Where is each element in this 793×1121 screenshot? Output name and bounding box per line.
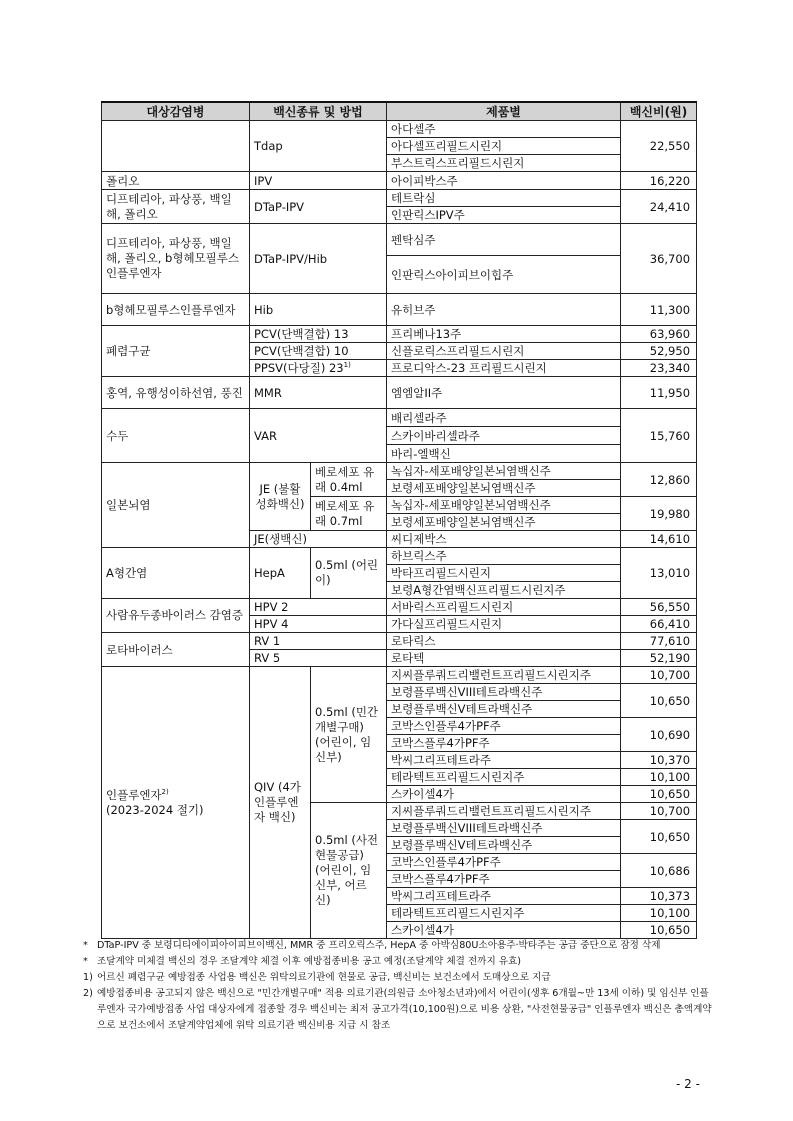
vaccine-type-text: PPSV(다당질) 23 (254, 361, 344, 375)
product-cell: 보령플루백신VIII테트라백신주 (387, 684, 621, 701)
product-cell: 테라텍트프리필드시린지주 (387, 769, 621, 786)
product-cell: 로타텍 (387, 650, 621, 667)
table-row (102, 667, 697, 684)
product-cell: 박씨그리프테트라주 (387, 752, 621, 769)
vaccine-type-cell: IPV (250, 172, 387, 190)
disease-cell (102, 121, 250, 172)
vaccine-type-cell: Hib (250, 294, 387, 326)
table-row (102, 548, 697, 565)
product-cell: 배리셀라주 (387, 409, 621, 427)
table-row (102, 172, 697, 190)
disease-cell: 사람유두종바이러스 감염증 (102, 599, 250, 633)
product-cell: 펜탁심주 (387, 224, 621, 256)
vaccine-type-cell: RV 1 (250, 633, 387, 650)
product-cell: 엠엠알II주 (387, 377, 621, 409)
product-cell: 보령세포배양일본뇌염백신주 (387, 480, 621, 497)
table-row (102, 224, 697, 256)
product-cell: 서바릭스프리필드시린지 (387, 599, 621, 616)
price-cell: 10,686 (621, 854, 697, 888)
vaccine-type-cell: DTaP-IPV (250, 190, 387, 224)
product-cell: 프리베나13주 (387, 326, 621, 343)
vaccine-type-cell: JE(생백신) (250, 531, 387, 548)
price-cell: 10,373 (621, 888, 697, 905)
product-cell: 하브릭스주 (387, 548, 621, 565)
price-cell: 10,650 (621, 820, 697, 854)
vaccine-type-cell: HepA (250, 548, 311, 599)
price-cell: 10,650 (621, 684, 697, 718)
table-row (102, 190, 697, 207)
vaccine-subtype-cell: 0.5ml (어린이) (311, 548, 387, 599)
table-row (102, 121, 697, 138)
price-cell: 63,960 (621, 326, 697, 343)
product-cell: 바리-엘백신 (387, 445, 621, 463)
product-cell: 박타프리필드시린지 (387, 565, 621, 582)
table-header-row (102, 102, 697, 121)
price-cell: 36,700 (621, 224, 697, 294)
disease-cell: 수두 (102, 409, 250, 463)
product-cell: 코박스플루4가PF주 (387, 871, 621, 888)
footnote (83, 938, 713, 954)
vaccine-type-cell (250, 360, 387, 377)
price-cell: 10,700 (621, 667, 697, 684)
price-cell: 10,690 (621, 718, 697, 752)
product-cell: 박씨그리프테트라주 (387, 888, 621, 905)
price-cell: 16,220 (621, 172, 697, 190)
price-cell: 11,950 (621, 377, 697, 409)
footnote-text: 조달계약 미체결 백신의 경우 조달계약 체결 이후 예방접종비용 공고 예정(조달계약 체결 전까지 유효) (97, 956, 522, 967)
product-cell: 부스트릭스프리필드시린지 (387, 155, 621, 172)
price-cell: 11,300 (621, 294, 697, 326)
product-cell: 가다실프리필드시린지 (387, 616, 621, 633)
price-cell: 77,610 (621, 633, 697, 650)
footnote (83, 986, 713, 1034)
product-cell: 테라텍트프리필드시린지주 (387, 905, 621, 922)
disease-text: 인플루엔자 (106, 787, 162, 802)
footnote-mark: 1) (343, 361, 351, 370)
table-row (102, 326, 697, 343)
season-text: (2023-2024 절기) (106, 802, 204, 817)
price-cell: 66,410 (621, 616, 697, 633)
table-row (102, 633, 697, 650)
header-product: 제품별 (387, 102, 621, 121)
product-cell: 로타릭스 (387, 633, 621, 650)
price-cell: 13,010 (621, 548, 697, 599)
vaccine-type-cell: PCV(단백결합) 13 (250, 326, 387, 343)
footnote-marker: 1) (83, 972, 93, 983)
disease-cell: 홍역, 유행성이하선염, 풍진 (102, 377, 250, 409)
product-cell: 녹십자-세포배양일본뇌염백신주 (387, 463, 621, 480)
price-cell: 15,760 (621, 409, 697, 463)
price-cell: 12,860 (621, 463, 697, 497)
product-cell: 보령플루백신VIII테트라백신주 (387, 820, 621, 837)
price-cell: 10,100 (621, 905, 697, 922)
vaccine-type-cell (250, 343, 387, 360)
price-cell: 56,550 (621, 599, 697, 616)
vaccine-type-text: PCV(단백결합) 10 (254, 344, 349, 358)
vaccine-type-cell: Tdap (250, 121, 387, 172)
vaccine-subtype-cell: 0.5ml (민간개별구매) (어린이, 임신부) (311, 667, 387, 803)
table-row (102, 463, 697, 480)
price-cell: 22,550 (621, 121, 697, 172)
price-cell: 52,190 (621, 650, 697, 667)
vaccine-price-table (101, 101, 697, 939)
product-cell: 스카이셀4가 (387, 786, 621, 803)
disease-cell: 일본뇌염 (102, 463, 250, 548)
vaccine-type-cell: RV 5 (250, 650, 387, 667)
header-disease: 대상감염병 (102, 102, 250, 121)
footnote-marker: 2) (83, 988, 93, 999)
product-cell: 스카이바리셀라주 (387, 427, 621, 445)
vaccine-subtype-cell: 0.5ml (사전현물공급) (어린이, 임신부, 어르신) (311, 803, 387, 939)
price-cell: 23,340 (621, 360, 697, 377)
disease-cell: b형헤모필루스인플루엔자 (102, 294, 250, 326)
product-cell: 씨디제박스 (387, 531, 621, 548)
vaccine-subtype-cell: 베로세포 유래 0.4ml (311, 463, 387, 497)
disease-cell: 디프테리아, 파상풍, 백일해, 폴리오, b형헤모필루스인플루엔자 (102, 224, 250, 294)
price-cell: 10,100 (621, 769, 697, 786)
footnote (83, 970, 713, 986)
header-price: 백신비(원) (621, 102, 697, 121)
table-row (102, 294, 697, 326)
price-cell: 10,650 (621, 922, 697, 939)
product-cell: 스카이셀4가 (387, 922, 621, 939)
disease-cell (102, 667, 250, 939)
disease-cell: 로타바이러스 (102, 633, 250, 667)
product-cell: 프로디악스-23 프리필드시린지 (387, 360, 621, 377)
footnote-text: 예방접종비용 공고되지 않은 백신으로 "민간개별구매" 적용 의료기관(의원급 소아청소년과)에서 어린이(생후 6개월~만 13세 이하) 및 임신부 인플루엔자 국가예방접종 사업 대상자에게 접종할 경우 백신비는 최저 공고가격(10,100원)으로 비용 상환, "사전현물공급" 인플루엔자 백신은 총액계약으로 보건소에서 조달계약업체에 위탁 의료기관 백신비용 지급 시 참조 (97, 988, 712, 1031)
table-row (102, 377, 697, 409)
product-cell: 보령A형간염백신프리필드시린지주 (387, 582, 621, 599)
product-cell: 코박스인플루4가PF주 (387, 854, 621, 871)
price-cell: 19,980 (621, 497, 697, 531)
vaccine-type-cell: HPV 2 (250, 599, 387, 616)
footnote-text: 어르신 폐렴구균 예방접종 사업용 백신은 위탁의료기관에 현물로 공급, 백신비는 보건소에서 도매상으로 지급 (97, 972, 551, 983)
product-cell: 보령플루백신Ⅴ테트라백신주 (387, 837, 621, 854)
vaccine-type-cell: MMR (250, 377, 387, 409)
product-cell: 지씨플루쿼드리밸런트프리필드시린지주 (387, 667, 621, 684)
footnote-mark: 2) (161, 787, 169, 796)
footnote-text: DTaP-IPV 중 보령디티에이피아이피브이백신, MMR 중 프리오릭스주, HepA 중 아박심80U소아용주·박타주는 공급 중단으로 잠정 삭제 (97, 940, 661, 951)
disease-cell: 폴리오 (102, 172, 250, 190)
vaccine-subtype-cell: 베로세포 유래 0.7ml (311, 497, 387, 531)
product-cell: 보령플루백신Ⅴ테트라백신주 (387, 701, 621, 718)
header-vaccine-type: 백신종류 및 방법 (250, 102, 387, 121)
footnote-marker: * (83, 940, 88, 951)
disease-cell: A형간염 (102, 548, 250, 599)
product-cell: 아이피박스주 (387, 172, 621, 190)
product-cell: 인판릭스아이피브이힙주 (387, 256, 621, 294)
vaccine-type-cell: HPV 4 (250, 616, 387, 633)
vaccine-type-cell: DTaP-IPV/Hib (250, 224, 387, 294)
product-cell: 녹십자-세포배양일본뇌염백신주 (387, 497, 621, 514)
vaccine-type-cell: QIV (4가 인플루엔자 백신) (250, 667, 311, 939)
product-cell: 아다셀프리필드시린지 (387, 138, 621, 155)
product-cell: 테트락심 (387, 190, 621, 207)
product-cell: 보령세포배양일본뇌염백신주 (387, 514, 621, 531)
table-row (102, 409, 697, 427)
product-cell: 아다셀주 (387, 121, 621, 138)
price-cell: 52,950 (621, 343, 697, 360)
footnote (83, 954, 713, 970)
price-cell: 14,610 (621, 531, 697, 548)
disease-cell: 폐렴구균 (102, 326, 250, 377)
product-cell: 유히브주 (387, 294, 621, 326)
price-cell: 10,370 (621, 752, 697, 769)
product-cell: 인판릭스IPV주 (387, 207, 621, 224)
price-cell: 10,700 (621, 803, 697, 820)
page-number: - 2 - (676, 1077, 700, 1091)
product-cell: 신플로릭스프리필드시린지 (387, 343, 621, 360)
product-cell: 코박스인플루4가PF주 (387, 718, 621, 735)
price-cell: 24,410 (621, 190, 697, 224)
vaccine-type-cell: JE (불활성화백신) (250, 463, 311, 531)
product-cell: 코박스플루4가PF주 (387, 735, 621, 752)
footnotes (83, 938, 713, 1034)
table-row (102, 599, 697, 616)
vaccine-type-cell: VAR (250, 409, 387, 463)
product-cell: 지씨플루쿼드리밸런트프리필드시린지주 (387, 803, 621, 820)
disease-cell: 디프테리아, 파상풍, 백일해, 폴리오 (102, 190, 250, 224)
footnote-marker: * (83, 956, 88, 967)
price-cell: 10,650 (621, 786, 697, 803)
